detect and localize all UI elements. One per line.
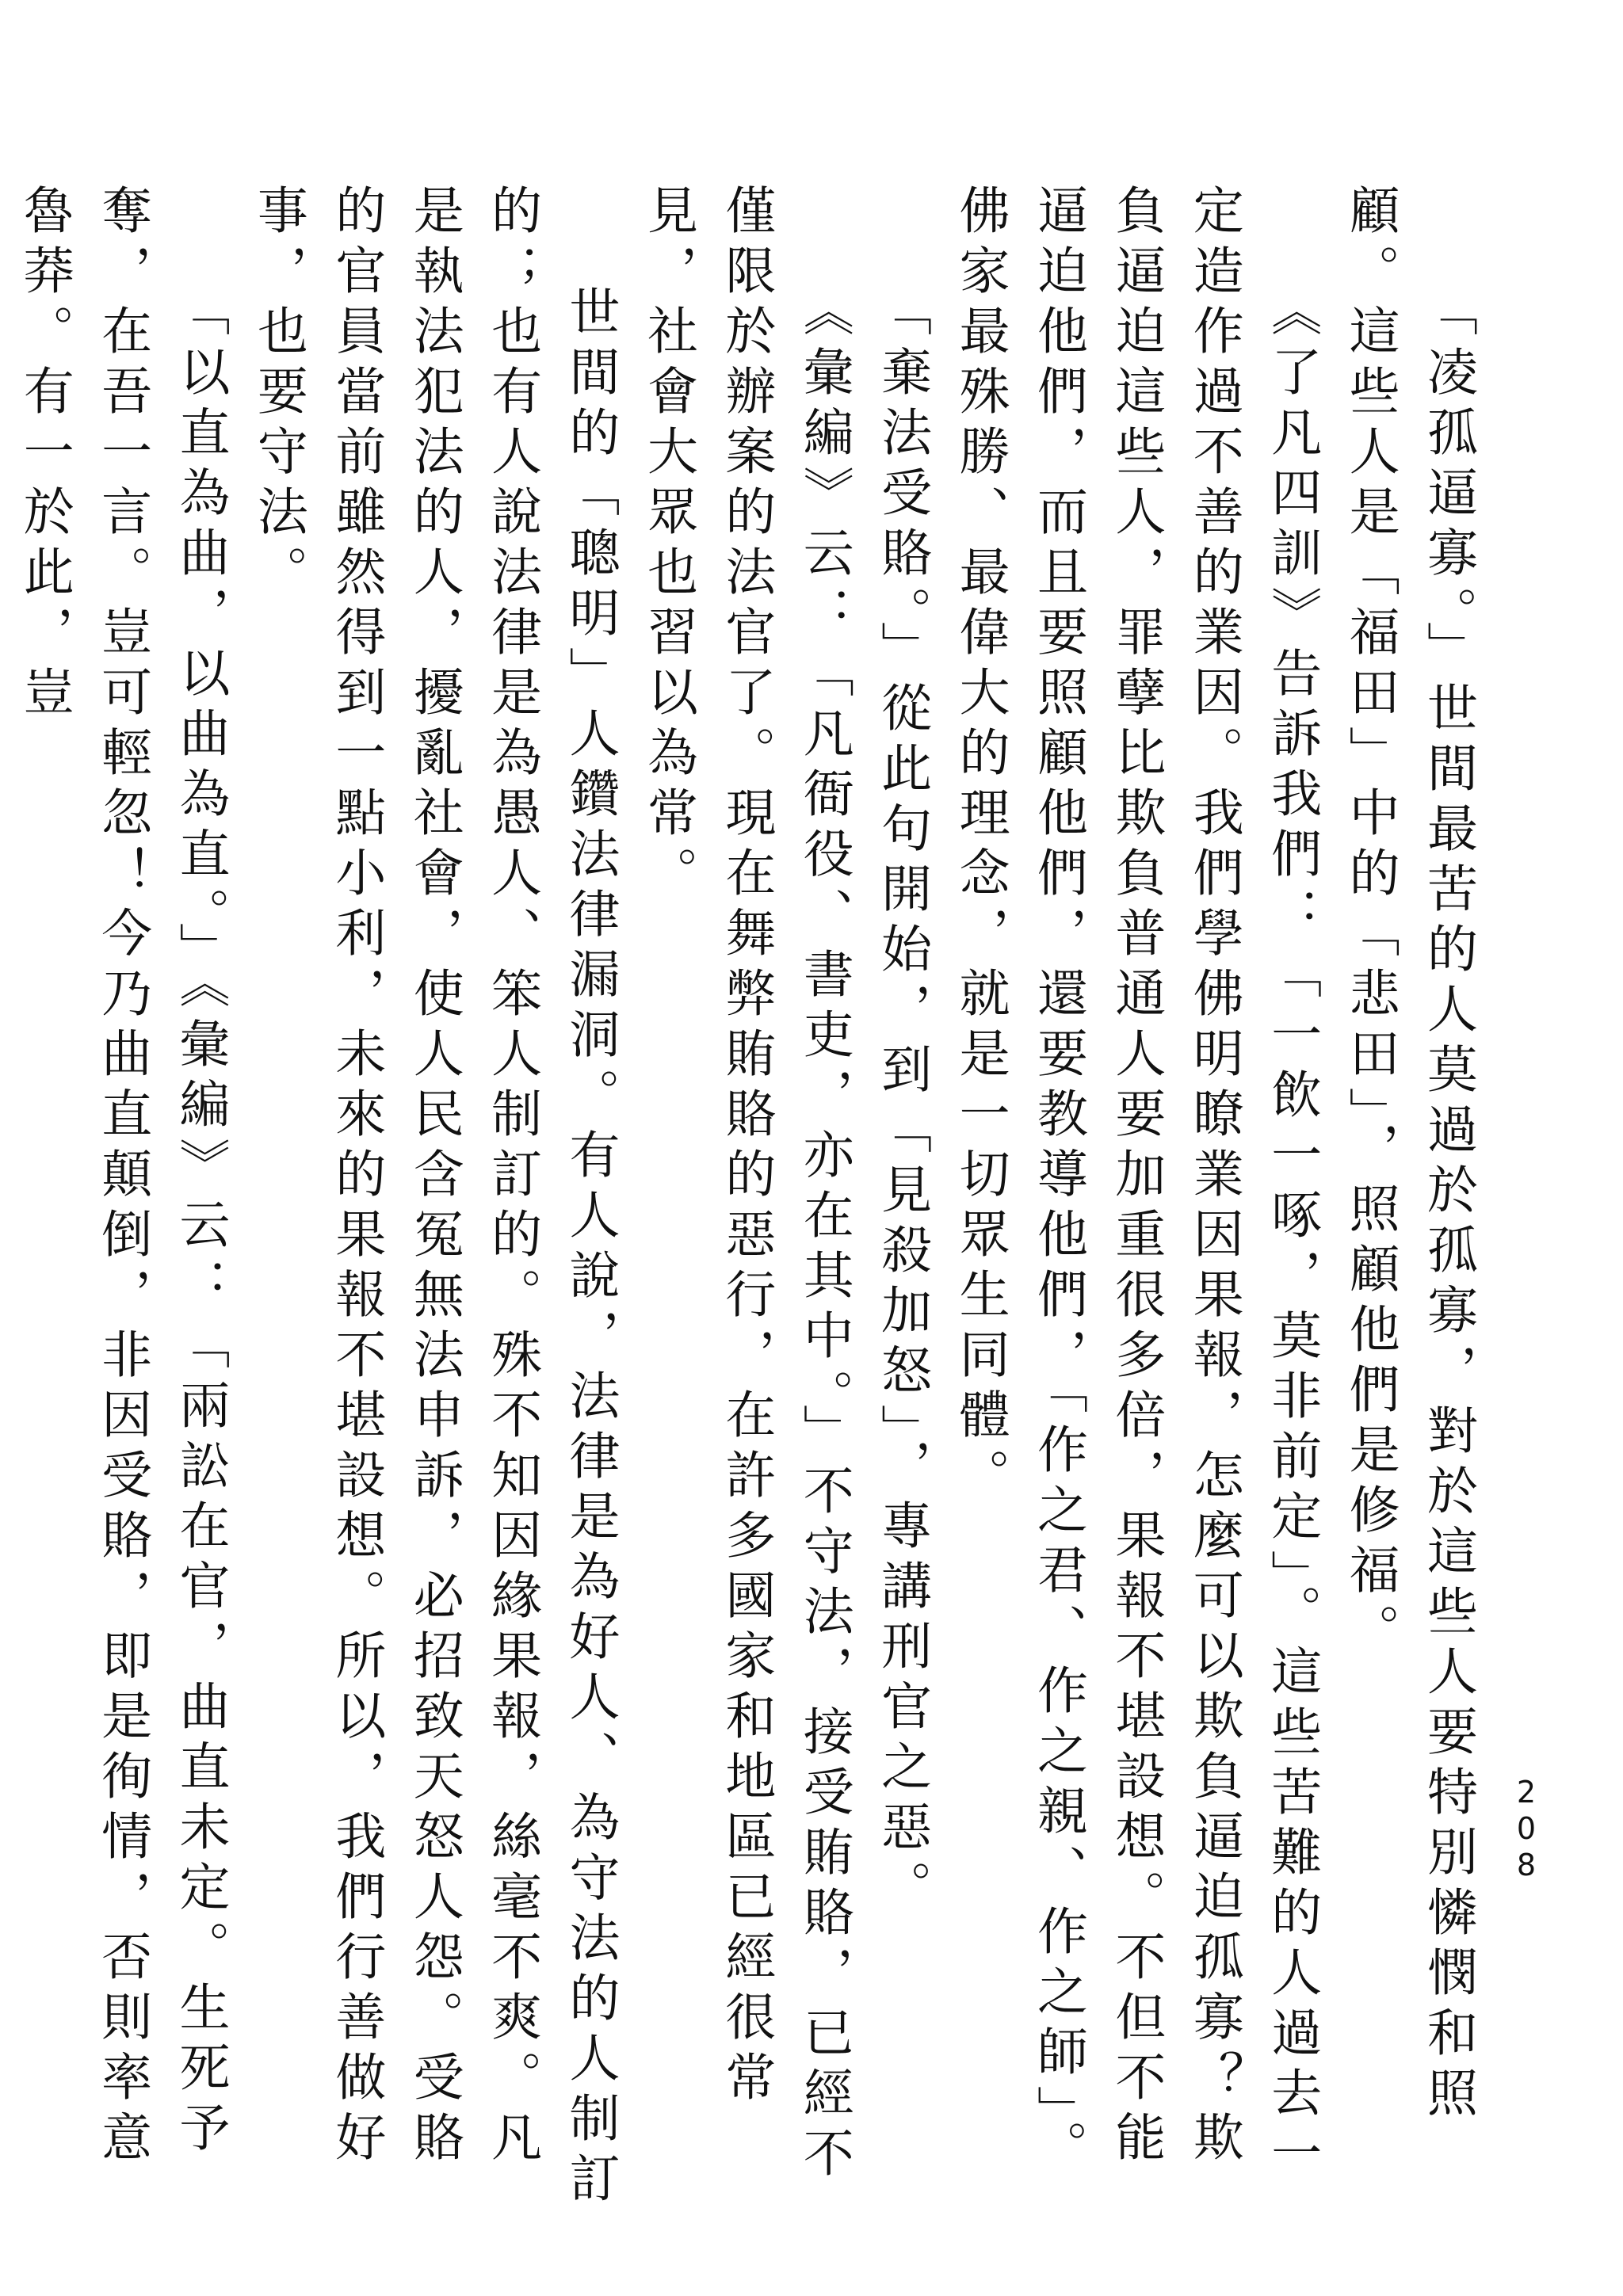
paragraph-5: 世間的「聰明」人鑽法律漏洞。有人說，法律是為好人、為守法的人制訂的；也有人說法律是為愚人、笨人制訂的。殊不知因緣果報，絲毫不爽。凡是執法犯法的人，擾亂社會，使人民含冤無法申訴，必招致天怒人怨。受賂的官員當前雖然得到一點小利，未來的果報不堪設想。所以，我們行善做好事，也要守法。 [248,184,620,2212]
body-text [14,184,1487,2212]
page-number: 208 [1509,1775,1544,1884]
paragraph-4: 《彙編》云：「凡衙役、書吏，亦在其中。」不守法，接受賄賂，已經不僅限於辦案的法官了。現在舞弊賄賂的惡行，在許多國家和地區已經很常見，社會大眾也習以為常。 [638,184,854,2187]
paragraph-3: 「棄法受賂。」從此句開始，到「見殺加怒」，專講刑官之惡。 [873,285,932,1920]
paragraph-2: 《了凡四訓》告訴我們：「一飲一啄，莫非前定」。這些苦難的人過去一定造作過不善的業因。我們學佛明瞭業因果報，怎麼可以欺負逼迫孤寡？欺負逼迫這些人，罪孽比欺負普通人要加重很多倍，果報不堪設想。不但不能逼迫他們，而且要照顧他們，還要教導他們，「作之君、作之親、作之師」。佛家最殊勝、最偉大的理念，就是一切眾生同體。 [950,184,1322,2187]
paragraph-1: 「凌孤逼寡。」世間最苦的人莫過於孤寡，對於這些人要特別憐憫和照顧。這些人是「福田」中的「悲田」，照顧他們是修福。 [1340,184,1477,2126]
paragraph-6: 「以直為曲，以曲為直。」《彙編》云：「兩訟在官，曲直未定。生死予奪，在吾一言。豈可輕忽！今乃曲直顛倒，非因受賂，即是徇情，否則率意魯莽。有一於此，豈 [14,184,230,2171]
